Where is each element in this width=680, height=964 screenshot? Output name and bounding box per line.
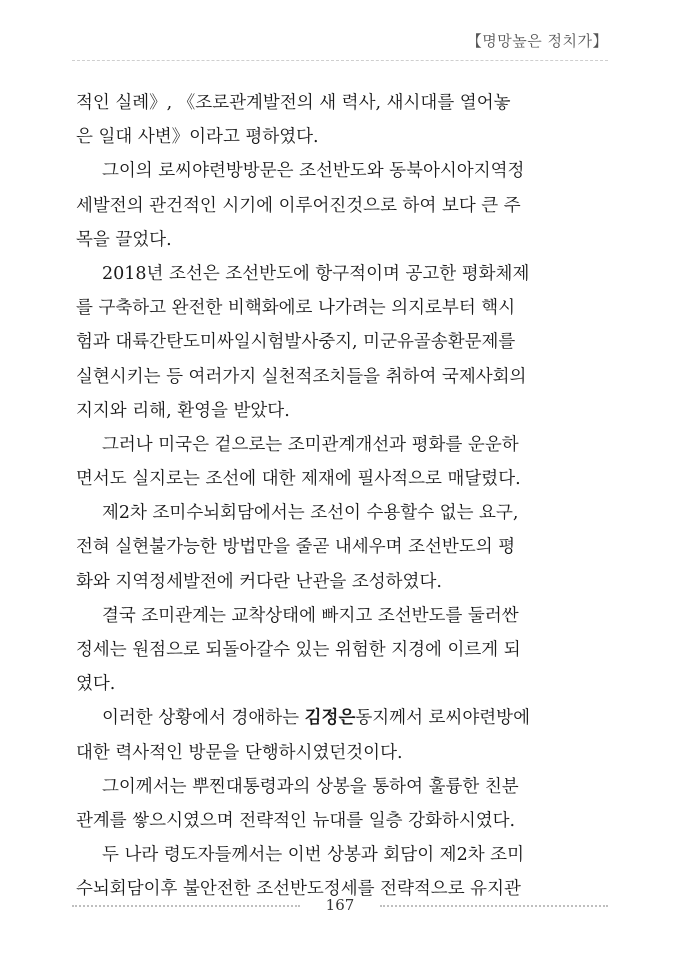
text-line [76,701,606,735]
running-header: 【명망높은 정치가】 [466,32,608,50]
page-number: 167 [325,896,355,914]
text-line: 수뇌회담이후 불안전한 조선반도정세를 전략적으로 유지관 [76,879,521,900]
text-line: 였다. [76,674,116,695]
text-line: 면서도 실지로는 조선에 대한 제재에 필사적으로 매달렸다. [76,469,521,490]
text-line: 두 나라 령도자들께서는 이번 상봉과 회담이 제2차 조미 [102,845,524,866]
text-line: 험과 대륙간탄도미싸일시험발사중지, 미군유골송환문제를 [76,332,516,353]
text-line: 세발전의 관건적인 시기에 이루어진것으로 하여 보다 큰 주 [76,195,521,216]
text-line: 화와 지역정세발전에 커다란 난관을 조성하였다. [76,571,442,592]
text-line: 그이께서는 뿌찐대통령과의 상봉을 통하여 훌륭한 친분 [102,776,519,797]
text-line: 대한 력사적인 방문을 단행하시였던것이다. [76,742,403,763]
text-segment: 동지께서 로씨야련방에 [355,708,530,729]
text-line: 그러나 미국은 겉으로는 조미관계개선과 평화를 운운하 [102,434,519,455]
text-line: 지지와 리해, 환영을 받았다. [76,400,290,421]
text-line: 제2차 조미수뇌회담에서는 조선이 수용할수 없는 요구, [102,503,519,524]
text-line: 관계를 쌓으시였으며 전략적인 뉴대를 일층 강화하시였다. [76,810,516,831]
leader-name: 김정은 [304,708,356,729]
text-line: 은 일대 사변》이라고 평하였다. [76,127,319,148]
text-line: 결국 조미관계는 교착상태에 빠지고 조선반도를 둘러싼 [102,605,519,626]
text-segment: 이러한 상황에서 경애하는 [102,708,305,729]
text-line: 그이의 로씨야련방방문은 조선반도와 동북아시아지역정 [102,161,525,182]
header-divider [72,60,608,61]
text-line: 전혀 실현불가능한 방법만을 줄곧 내세우며 조선반도의 평 [76,537,516,558]
text-line: 정세는 원점으로 되돌아갈수 있는 위험한 지경에 이르게 되 [76,640,521,660]
text-line: 를 구축하고 완전한 비핵화에로 나가려는 의지로부터 핵시 [76,298,516,319]
footer-ornament [380,905,608,907]
page-footer [72,893,608,917]
text-line: 목을 끌었다. [76,229,172,250]
body-text [76,86,606,907]
text-line: 2018년 조선은 조선반도에 항구적이며 공고한 평화체제 [102,263,530,284]
text-line: 실현시키는 등 여러가지 실천적조치들을 취하여 국제사회의 [76,366,527,387]
text-line: 적인 실례》, 《조로관계발전의 새 력사, 새시대를 열어놓 [76,93,511,113]
